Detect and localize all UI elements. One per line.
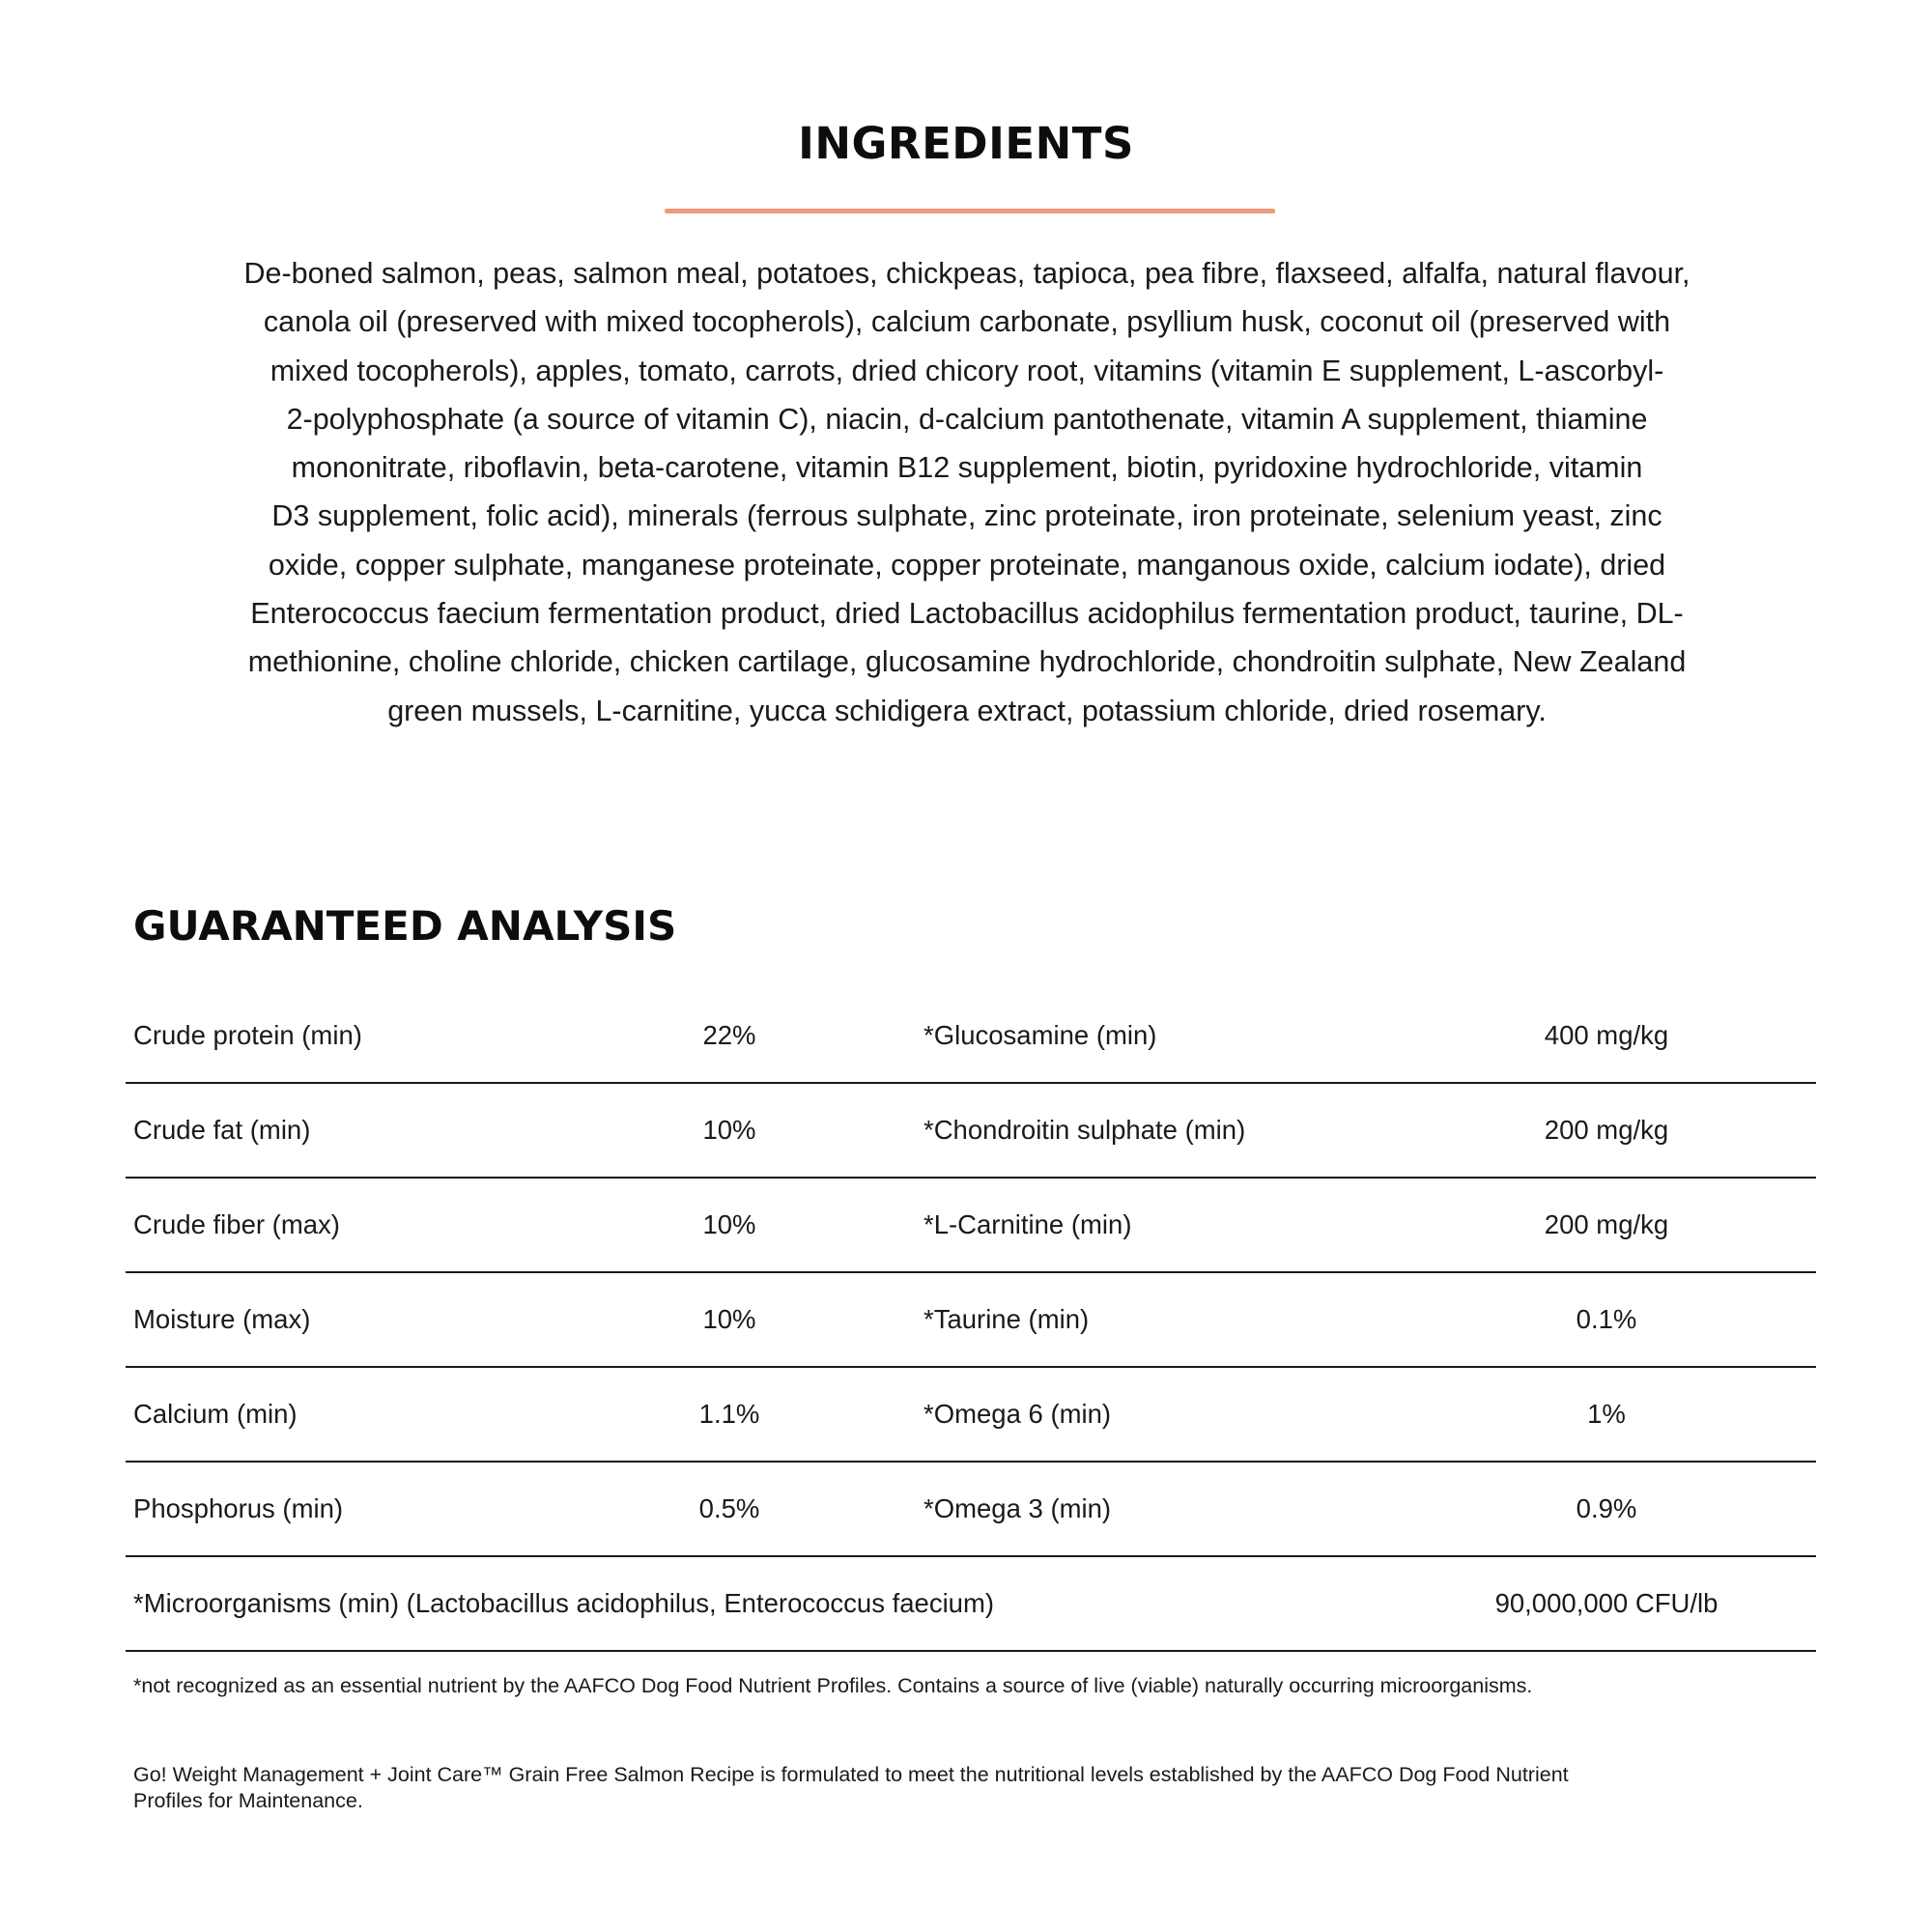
nutrient-value: 0.1% — [1576, 1304, 1637, 1334]
guaranteed-analysis-table — [126, 989, 1816, 1652]
nutrient-label: Phosphorus (min) — [133, 1493, 344, 1523]
table-row — [126, 1273, 1816, 1368]
nutrient-value: 90,000,000 CFU/lb — [1494, 1588, 1719, 1618]
ingredients-line: canola oil (preserved with mixed tocopherols), calcium carbonate, psyllium husk, coconut oil (preserved with — [263, 305, 1671, 339]
table-row — [126, 1368, 1816, 1463]
nutrient-value: 200 mg/kg — [1544, 1115, 1669, 1145]
ingredients-line: 2-polyphosphate (a source of vitamin C), niacin, d-calcium pantothenate, vitamin A supplement, thiamine — [286, 402, 1648, 436]
nutrient-value: 400 mg/kg — [1544, 1020, 1669, 1050]
nutrient-value: 1.1% — [698, 1399, 760, 1429]
table-row — [126, 1084, 1816, 1179]
nutrient-value: 10% — [702, 1304, 756, 1334]
nutrient-value: 0.5% — [698, 1493, 760, 1523]
ingredients-line: D3 supplement, folic acid), minerals (ferrous sulphate, zinc proteinate, iron proteinate, selenium yeast, zinc — [271, 499, 1662, 533]
nutrient-value: 200 mg/kg — [1544, 1209, 1669, 1239]
ingredients-line: methionine, choline chloride, chicken cartilage, glucosamine hydrochloride, chondroitin sulphate, New Zealand — [247, 645, 1687, 679]
formulation-statement-line: Go! Weight Management + Joint Care™ Grain Free Salmon Recipe is formulated to meet the nutritional levels established by the AAFCO Dog Food Nutrient — [133, 1763, 1569, 1786]
ingredients-line: oxide, copper sulphate, manganese proteinate, copper proteinate, manganous oxide, calcium iodate), dried — [268, 548, 1666, 582]
nutrient-label: Calcium (min) — [133, 1399, 298, 1429]
nutrient-label: *Microorganisms (min) (Lactobacillus acidophilus, Enterococcus faecium) — [133, 1588, 995, 1618]
heading-accent-divider — [665, 209, 1275, 213]
nutrient-label: Crude protein (min) — [133, 1020, 362, 1050]
aafco-footnote: *not recognized as an essential nutrient by the AAFCO Dog Food Nutrient Profiles. Contains a source of live (viable) naturally occurring microorganisms. — [133, 1674, 1533, 1697]
table-row — [126, 1463, 1816, 1557]
ingredients-line: De-boned salmon, peas, salmon meal, potatoes, chickpeas, tapioca, pea fibre, flaxseed, alfalfa, natural flavour, — [243, 257, 1690, 290]
nutrient-label: *Omega 6 (min) — [923, 1399, 1112, 1429]
ingredients-line: mixed tocopherols), apples, tomato, carrots, dried chicory root, vitamins (vitamin E supplement, L-ascorbyl- — [270, 354, 1664, 387]
ingredients-line: mononitrate, riboflavin, beta-carotene, vitamin B12 supplement, biotin, pyridoxine hydrochloride, vitamin — [291, 451, 1643, 485]
nutrient-label: Moisture (max) — [133, 1304, 311, 1334]
table-row — [126, 989, 1816, 1084]
nutrient-label: *Taurine (min) — [923, 1304, 1090, 1334]
guaranteed-analysis-heading: GUARANTEED ANALYSIS — [133, 902, 677, 950]
ingredients-heading: INGREDIENTS — [798, 118, 1134, 169]
ingredients-line: Enterococcus faecium fermentation product, dried Lactobacillus acidophilus fermentation product, taurine, DL- — [250, 597, 1684, 631]
nutrient-label: *Chondroitin sulphate (min) — [923, 1115, 1246, 1145]
nutrient-value: 1% — [1587, 1399, 1626, 1429]
nutrient-label: *L-Carnitine (min) — [923, 1209, 1132, 1239]
nutrient-label: *Omega 3 (min) — [923, 1493, 1112, 1523]
formulation-statement-line: Profiles for Maintenance. — [133, 1789, 363, 1812]
nutrient-label: *Glucosamine (min) — [923, 1020, 1157, 1050]
nutrient-value: 22% — [702, 1020, 756, 1050]
nutrient-value: 10% — [702, 1209, 756, 1239]
table-row — [126, 1179, 1816, 1273]
nutrient-value: 0.9% — [1576, 1493, 1637, 1523]
nutrient-label: Crude fiber (max) — [133, 1209, 340, 1239]
nutrient-label: Crude fat (min) — [133, 1115, 311, 1145]
nutrient-value: 10% — [702, 1115, 756, 1145]
table-row-microorganisms — [126, 1557, 1816, 1652]
ingredients-line: green mussels, L-carnitine, yucca schidigera extract, potassium chloride, dried rosemary. — [387, 694, 1547, 727]
ingredients-list — [122, 249, 1812, 735]
formulation-statement — [133, 1762, 1814, 1814]
